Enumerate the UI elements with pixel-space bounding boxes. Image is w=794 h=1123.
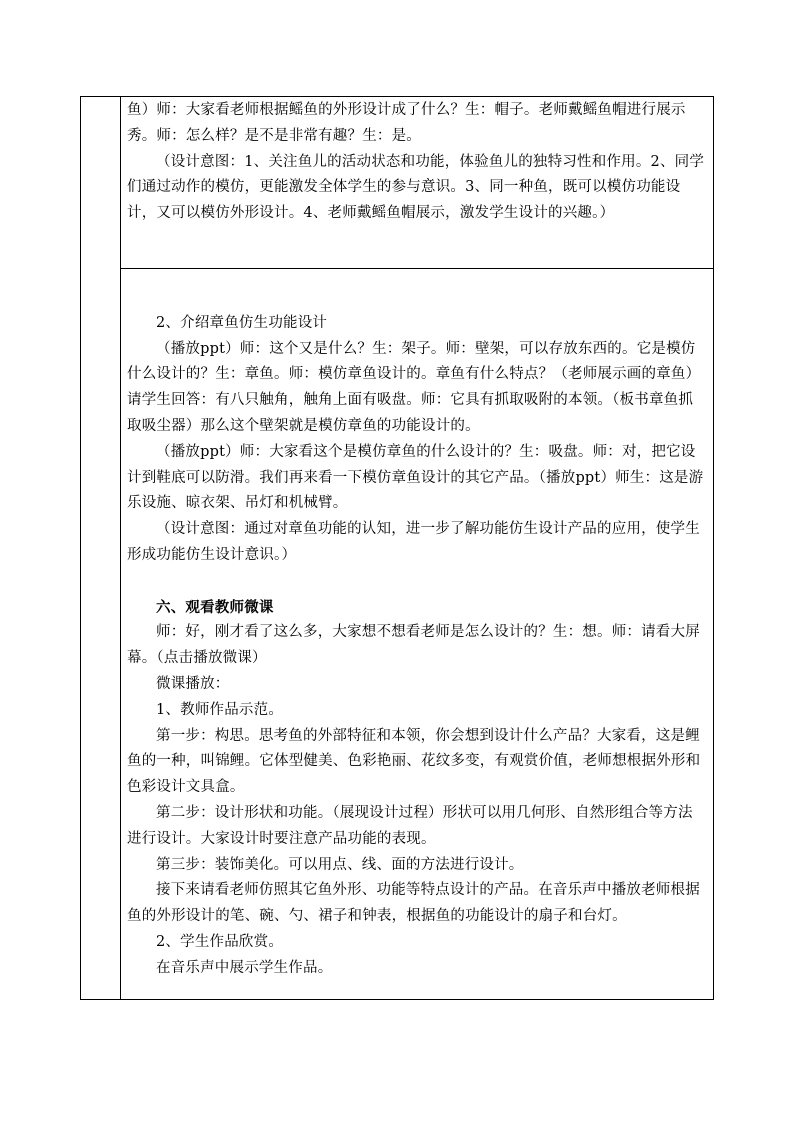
paragraph: 1、教师作品示范。	[156, 701, 284, 718]
paragraph: 第一步：构思。思考鱼的外部特征和本领，你会想到设计什么产品？大家看，这是鲤鱼的一种，叫锦鲤。它体型健美、色彩艳丽、花纹多变，有观赏价值，老师想根据外形和色彩设计文具盒。	[127, 727, 701, 796]
paragraph: 鱼）师：大家看老师根据鳐鱼的外形设计成了什么？生：帽子。老师戴鳐鱼帽进行展示秀。师：怎么样？是不是非常有趣？生：是。	[127, 102, 686, 144]
paragraph: 第二步：设计形状和功能。（展现设计过程）形状可以用几何形、自然形组合等方法进行设计。大家设计时要注意产品功能的表现。	[127, 804, 693, 847]
paragraph: （播放ppt）师：大家看这个是模仿章鱼的什么设计的？生：吸盘。师：对，把它设计到鞋底可以防滑。我们再来看一下模仿章鱼设计的其它产品。（播放ppt）师生：这是游乐设施、晾衣架、吊灯和机械臂。	[127, 443, 704, 512]
left-label-column	[81, 97, 121, 999]
table-row	[121, 269, 713, 999]
paragraph: 微课播放：	[156, 675, 230, 692]
paragraph: 接下来请看老师仿照其它鱼外形、功能等特点设计的产品。在音乐声中播放老师根据鱼的外形设计的笔、碗、勺、裙子和钟表，根据鱼的功能设计的扇子和台灯。	[127, 882, 700, 925]
design-intent-paragraph: （设计意图：通过对章鱼功能的认知，进一步了解功能仿生设计产品的应用，使学生形成功能仿生设计意识。）	[127, 521, 700, 563]
paragraph: 师：好，刚才看了这么多，大家想不想看老师是怎么设计的？生：想。师：请看大屏幕。（点击播放微课）	[127, 624, 700, 667]
content-column	[121, 97, 713, 999]
row-content	[127, 285, 705, 982]
lesson-plan-table	[80, 96, 714, 1000]
section-title: 2、介绍章鱼仿生功能设计	[156, 314, 328, 331]
design-intent-paragraph: （设计意图：1、关注鱼儿的活动状态和功能，体验鱼儿的独特习性和作用。2、同学们通过动作的模仿，更能激发全体学生的参与意识。3、同一种鱼，既可以模仿功能设计，又可以模仿外形设计。4、老师戴鳐鱼帽展示，激发学生设计的兴趣。）	[127, 153, 705, 222]
paragraph: （播放ppt）师：这个又是什么？生：架子。师：壁架，可以存放东西的。它是模仿什么设计的？生：章鱼。师：模仿章鱼设计的。章鱼有什么特点？（老师展示画的章鱼）请学生回答：有八只触角，触角上面有吸盘。师：它具有抓取吸附的本领。（板书章鱼抓取吸尘器）那么这个壁架就是模仿章鱼的功能设计的。	[127, 340, 701, 434]
paragraph: 2、学生作品欣赏。	[156, 933, 284, 950]
table-row	[121, 97, 713, 269]
paragraph: 第三步：装饰美化。可以用点、线、面的方法进行设计。	[156, 856, 524, 873]
row-content	[127, 98, 705, 227]
paragraph: 在音乐声中展示学生作品。	[156, 959, 333, 976]
section-heading: 六、观看教师微课	[156, 598, 274, 616]
